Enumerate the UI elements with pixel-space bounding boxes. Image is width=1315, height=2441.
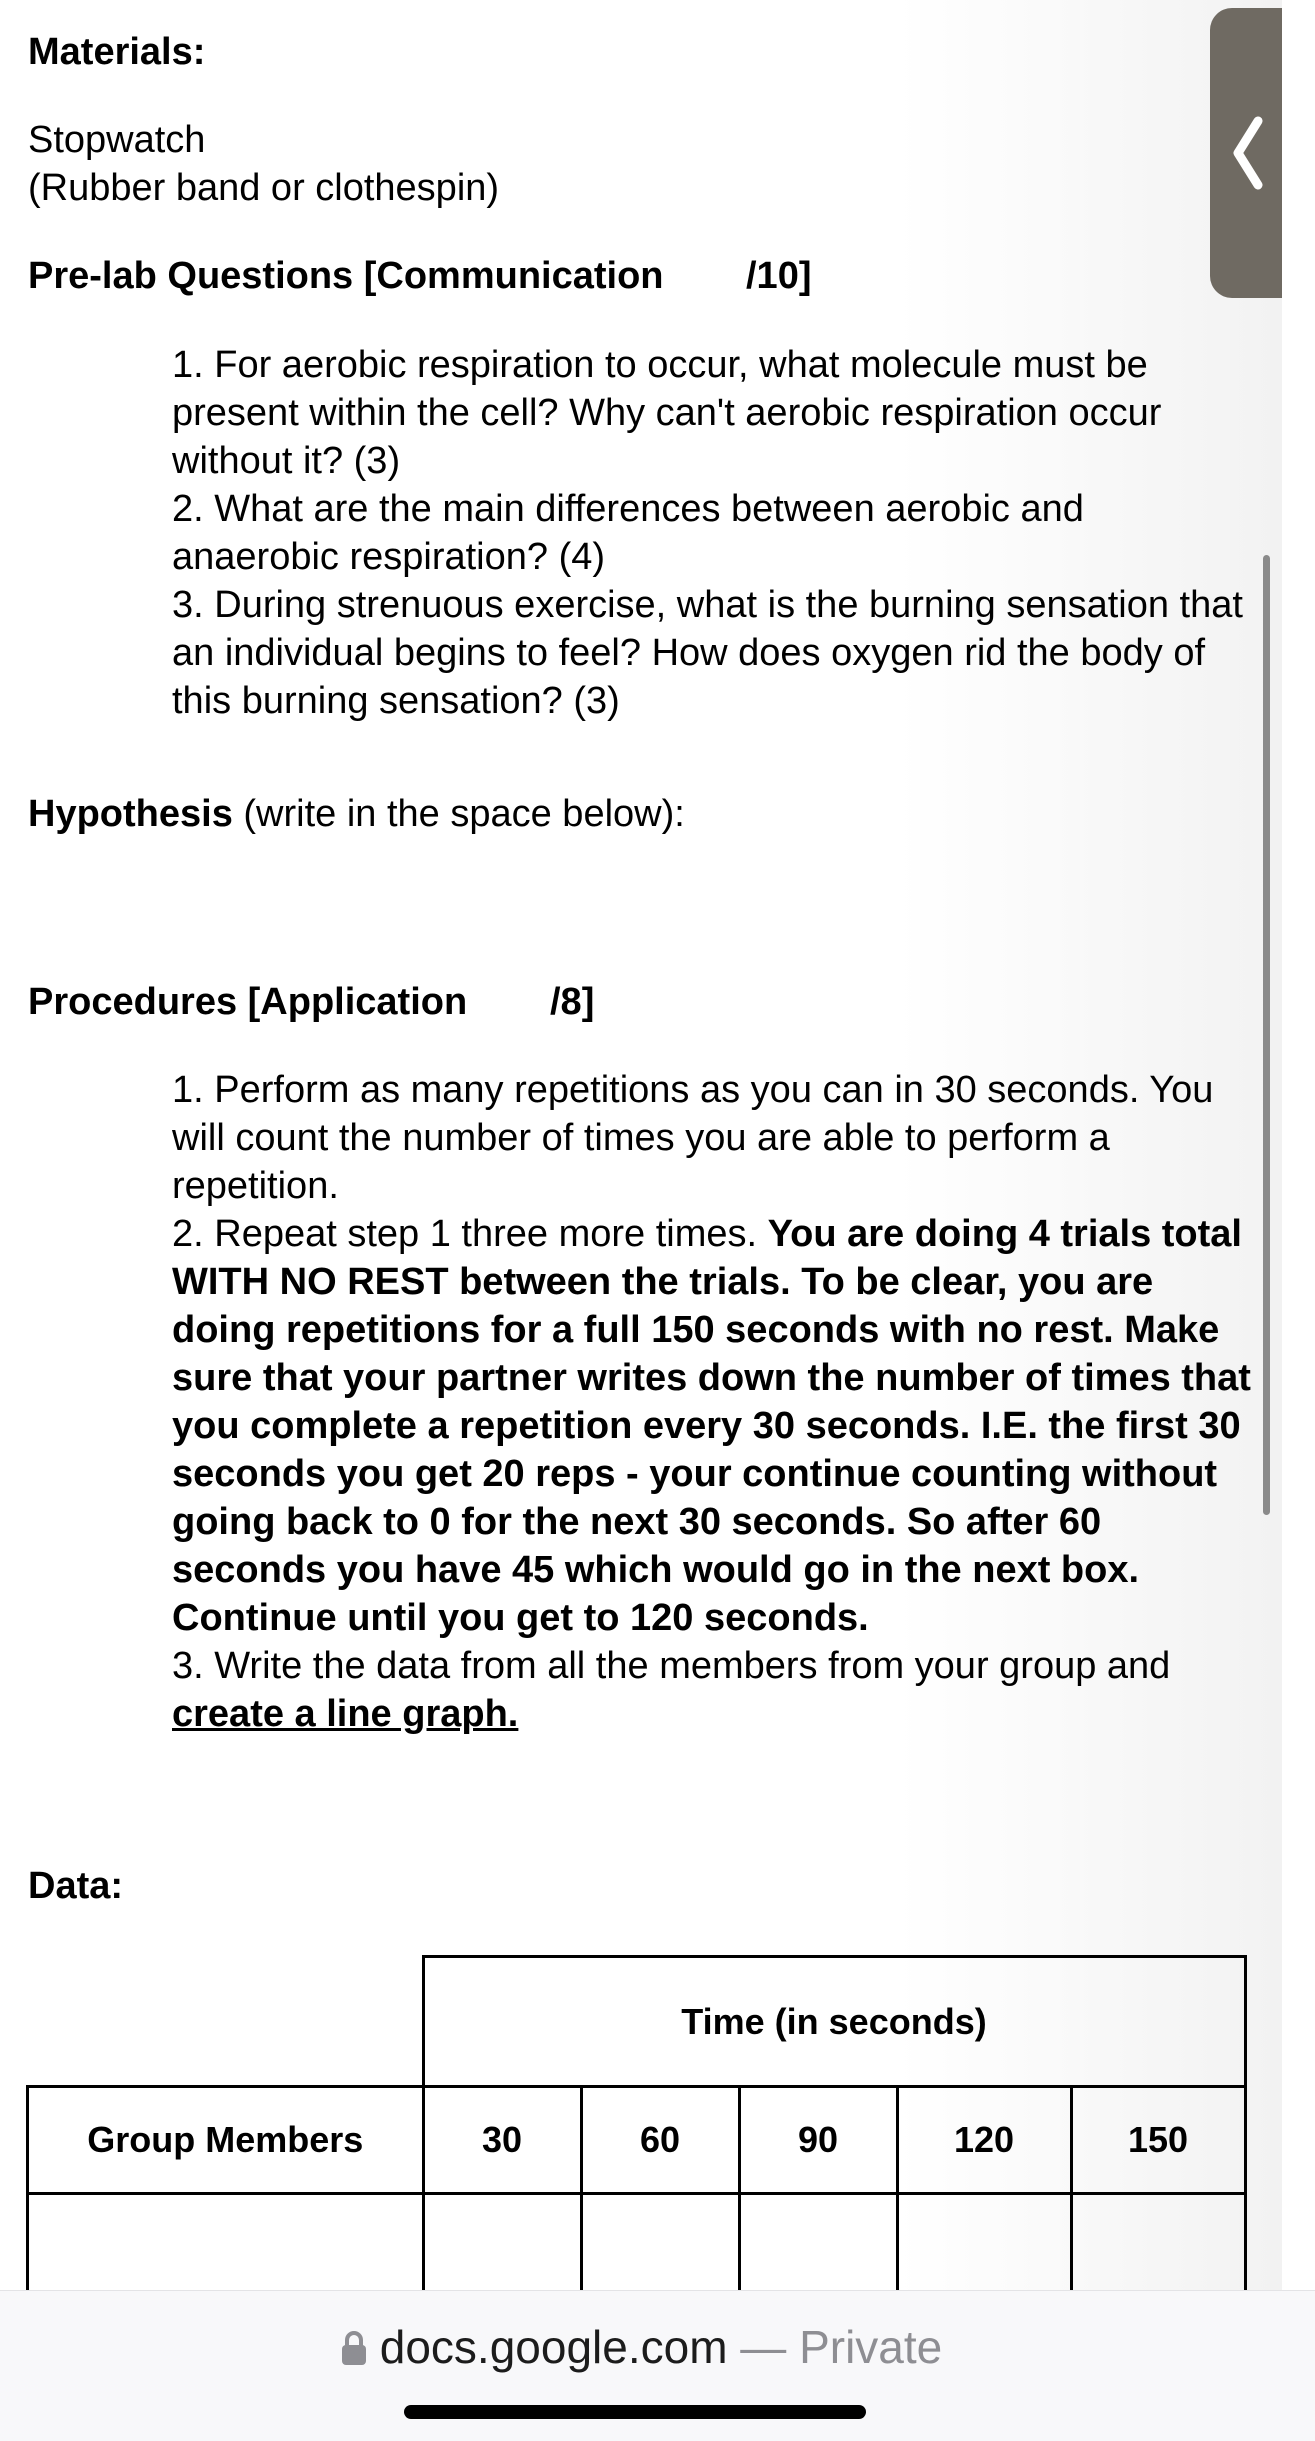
lock-icon bbox=[340, 2329, 368, 2367]
column-header: 30 bbox=[423, 2087, 581, 2194]
procedure-step-3-text: 3. Write the data from all the members from your group and bbox=[172, 1645, 1171, 1687]
data-cell[interactable] bbox=[1071, 2194, 1245, 2291]
procedure-step-list bbox=[172, 1066, 1252, 1738]
data-cell[interactable] bbox=[423, 2194, 581, 2291]
url-domain: docs.google.com bbox=[379, 2321, 728, 2373]
procedures-heading: Procedures [Application bbox=[28, 981, 468, 1023]
data-cell[interactable] bbox=[739, 2194, 897, 2291]
home-indicator[interactable] bbox=[404, 2405, 866, 2419]
hypothesis-line bbox=[28, 790, 685, 838]
data-table bbox=[26, 1955, 1247, 2290]
url-display[interactable] bbox=[0, 2319, 1282, 2375]
create-line-graph-link[interactable]: create a line graph. bbox=[172, 1693, 519, 1735]
procedure-step-2 bbox=[172, 1210, 1252, 1642]
data-cell[interactable] bbox=[897, 2194, 1071, 2291]
prelab-heading: Pre-lab Questions [Communication bbox=[28, 255, 664, 297]
table-corner-blank bbox=[28, 1957, 424, 2087]
time-header: Time (in seconds) bbox=[423, 1957, 1245, 2087]
hypothesis-instruction: (write in the space below): bbox=[232, 793, 685, 835]
procedure-step-3 bbox=[172, 1642, 1252, 1738]
procedures-score: /8] bbox=[550, 981, 595, 1023]
column-header: 120 bbox=[897, 2087, 1071, 2194]
private-label: Private bbox=[799, 2321, 943, 2373]
hypothesis-heading: Hypothesis bbox=[28, 793, 233, 835]
data-cell[interactable] bbox=[581, 2194, 739, 2291]
prelab-question: 2. What are the main differences between aerobic and anaerobic respiration? (4) bbox=[172, 488, 1084, 578]
member-name-cell[interactable] bbox=[28, 2194, 424, 2291]
column-header: 60 bbox=[581, 2087, 739, 2194]
procedure-step-1: 1. Perform as many repetitions as you can in 30 seconds. You will count the number of times you are able to perform a repetition. bbox=[172, 1069, 1214, 1207]
data-heading: Data: bbox=[28, 1865, 124, 1907]
column-header: 90 bbox=[739, 2087, 897, 2194]
chevron-left-icon bbox=[1228, 113, 1268, 193]
materials-heading: Materials: bbox=[28, 31, 206, 73]
scrollbar[interactable] bbox=[1263, 555, 1270, 1515]
side-panel-tab[interactable] bbox=[1210, 8, 1282, 298]
group-members-header: Group Members bbox=[28, 2087, 424, 2194]
materials-item: (Rubber band or clothespin) bbox=[28, 167, 500, 209]
materials-item: Stopwatch bbox=[28, 119, 206, 161]
procedure-step-2-emphasis: You are doing 4 trials total WITH NO REST between the trials. To be clear, you are doing repetitions for a full 150 seconds with no rest. Make sure that your partner writes down the number of times that you complete a repetition every 30 seconds. I.E. the first 30 seconds you get 20 reps - your continue counting without going back to 0 for the next 30 seconds. So after 60 seconds you have 45 which would go in the next box. Continue until you get to 120 seconds. bbox=[172, 1213, 1251, 1639]
prelab-question: 3. During strenuous exercise, what is the burning sensation that an individual begins to feel? How does oxygen rid the body of this burning sensation? (3) bbox=[172, 584, 1243, 722]
prelab-question: 1. For aerobic respiration to occur, what molecule must be present within the cell? Why can't aerobic respiration occur without it? (3) bbox=[172, 344, 1162, 482]
procedure-step-2-text: 2. Repeat step 1 three more times. bbox=[172, 1213, 768, 1255]
prelab-score: /10] bbox=[746, 255, 812, 297]
url-separator: — bbox=[727, 2321, 800, 2373]
prelab-question-list bbox=[172, 341, 1252, 725]
column-header: 150 bbox=[1071, 2087, 1245, 2194]
